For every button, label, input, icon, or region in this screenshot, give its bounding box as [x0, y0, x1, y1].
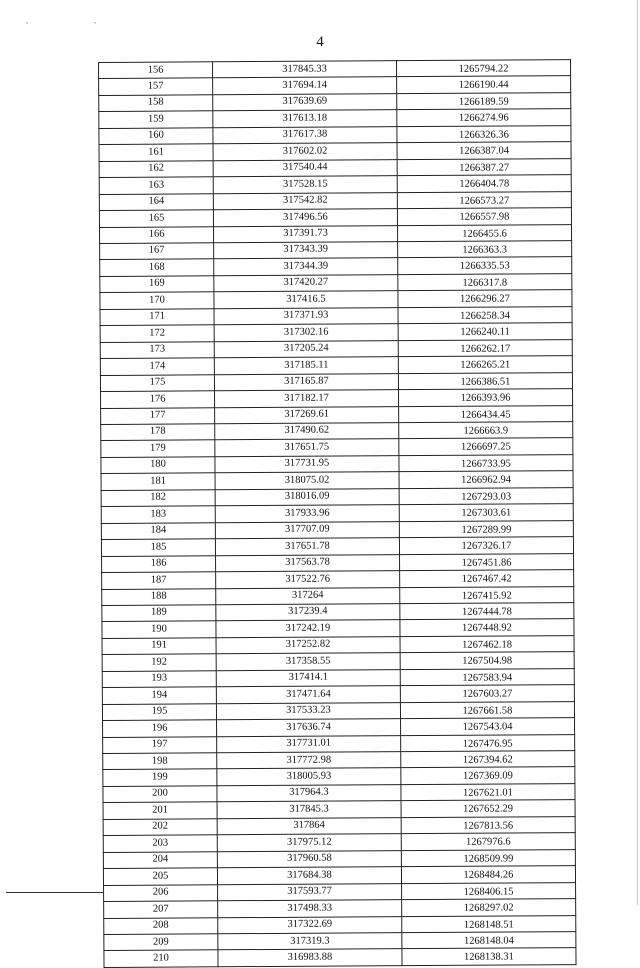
x-coordinate-cell: 317731.01: [217, 735, 401, 753]
point-number-cell: 156: [99, 62, 213, 79]
x-coordinate-cell: 317593.77: [218, 883, 402, 901]
y-coordinate-cell: 1266265.21: [398, 356, 572, 374]
x-coordinate-cell: 317772.98: [217, 752, 401, 770]
x-coordinate-cell: 317358.55: [216, 653, 400, 671]
y-coordinate-cell: 1267369.09: [401, 767, 575, 785]
x-coordinate-cell: 317845.3: [217, 801, 401, 819]
point-number-cell: 161: [99, 144, 213, 161]
x-coordinate-cell: 317731.95: [215, 456, 399, 474]
point-number-cell: 167: [100, 243, 214, 260]
x-coordinate-cell: 317490.62: [215, 423, 399, 441]
point-number-cell: 195: [102, 703, 216, 720]
x-coordinate-cell: 317684.38: [217, 867, 401, 885]
x-coordinate-cell: 317344.39: [214, 258, 398, 276]
page-number: 4: [316, 34, 324, 50]
y-coordinate-cell: 1267293.03: [399, 487, 573, 505]
point-number-cell: 186: [102, 555, 216, 572]
y-coordinate-cell: 1267467.42: [400, 570, 574, 588]
x-coordinate-cell: 317651.75: [215, 439, 399, 457]
x-coordinate-cell: 317528.15: [213, 176, 397, 194]
y-coordinate-cell: 1266962.94: [399, 471, 573, 489]
x-coordinate-cell: 317542.82: [213, 192, 397, 210]
y-coordinate-cell: 1266573.27: [397, 191, 571, 209]
point-number-cell: 201: [103, 802, 217, 819]
x-coordinate-cell: 317933.96: [215, 505, 399, 523]
x-coordinate-cell: 317242.19: [216, 620, 400, 638]
point-number-cell: 194: [102, 687, 216, 704]
y-coordinate-cell: 1267394.62: [401, 751, 575, 769]
y-coordinate-cell: 1266274.96: [397, 109, 571, 127]
x-coordinate-cell: 317533.23: [216, 702, 400, 720]
y-coordinate-cell: 1267621.01: [401, 784, 575, 802]
x-coordinate-cell: 317498.33: [218, 900, 402, 918]
y-coordinate-cell: 1267583.94: [400, 668, 574, 686]
x-coordinate-cell: 317613.18: [213, 110, 397, 128]
x-coordinate-cell: 317651.78: [215, 538, 399, 556]
y-coordinate-cell: 1268509.99: [401, 849, 575, 867]
table-row: [104, 948, 576, 967]
x-coordinate-cell: 317414.1: [216, 669, 400, 687]
y-coordinate-cell: 1267462.18: [400, 635, 574, 653]
y-coordinate-cell: 1267451.86: [400, 553, 574, 571]
y-coordinate-cell: 1266386.51: [398, 372, 572, 390]
x-coordinate-cell: 317636.74: [217, 719, 401, 737]
point-number-cell: 205: [103, 868, 217, 885]
point-number-cell: 176: [101, 391, 215, 408]
x-coordinate-cell: 317319.3: [218, 933, 402, 951]
point-number-cell: 200: [103, 786, 217, 803]
y-coordinate-cell: 1266190.44: [397, 76, 571, 94]
x-coordinate-cell: 317252.82: [216, 637, 400, 655]
x-coordinate-cell: 317975.12: [217, 834, 401, 852]
y-coordinate-cell: 1266335.53: [398, 257, 572, 275]
x-coordinate-cell: 318005.93: [217, 768, 401, 786]
point-number-cell: 192: [102, 654, 216, 671]
y-coordinate-cell: 1266296.27: [398, 290, 572, 308]
point-number-cell: 191: [102, 638, 216, 655]
point-number-cell: 189: [102, 605, 216, 622]
x-coordinate-cell: 317707.09: [215, 521, 399, 539]
x-coordinate-cell: 317343.39: [214, 242, 398, 260]
point-number-cell: 162: [99, 161, 213, 178]
x-coordinate-cell: 317371.93: [214, 307, 398, 325]
point-number-cell: 158: [99, 95, 213, 112]
point-number-cell: 209: [104, 934, 218, 951]
y-coordinate-cell: 1266557.98: [397, 208, 571, 226]
y-coordinate-cell: 1268148.51: [402, 915, 576, 933]
y-coordinate-cell: 1266387.27: [397, 158, 571, 176]
y-coordinate-cell: 1267504.98: [400, 652, 574, 670]
x-coordinate-cell: 317322.69: [218, 916, 402, 934]
y-coordinate-cell: 1267976.6: [401, 833, 575, 851]
x-coordinate-cell: 316983.88: [218, 949, 402, 967]
point-number-cell: 163: [99, 177, 213, 194]
point-number-cell: 202: [103, 819, 217, 836]
x-coordinate-cell: 318075.02: [215, 472, 399, 490]
point-number-cell: 196: [103, 720, 217, 737]
y-coordinate-cell: 1267543.04: [401, 718, 575, 736]
y-coordinate-cell: 1267415.92: [400, 586, 574, 604]
point-number-cell: 185: [101, 539, 215, 556]
point-number-cell: 160: [99, 128, 213, 145]
point-number-cell: 180: [101, 457, 215, 474]
point-number-cell: 197: [103, 736, 217, 753]
point-number-cell: 182: [101, 490, 215, 507]
page-edge: [637, 0, 638, 905]
y-coordinate-cell: 1267652.29: [401, 800, 575, 818]
x-coordinate-cell: 317269.61: [215, 406, 399, 424]
x-coordinate-cell: 317205.24: [214, 340, 398, 358]
y-coordinate-cell: 1266393.96: [399, 389, 573, 407]
x-coordinate-cell: 317540.44: [213, 159, 397, 177]
y-coordinate-cell: 1267813.56: [401, 816, 575, 834]
x-coordinate-cell: 317420.27: [214, 275, 398, 293]
x-coordinate-cell: 317960.58: [217, 850, 401, 868]
coordinates-table: [98, 59, 577, 968]
y-coordinate-cell: 1267326.17: [399, 537, 573, 555]
y-coordinate-cell: 1266455.6: [398, 224, 572, 242]
x-coordinate-cell: 317964.3: [217, 785, 401, 803]
point-number-cell: 165: [99, 210, 213, 227]
x-coordinate-cell: 317165.87: [214, 373, 398, 391]
y-coordinate-cell: 1267289.99: [399, 520, 573, 538]
y-coordinate-cell: 1267303.61: [399, 504, 573, 522]
margin-marks: , ,: [26, 16, 128, 25]
point-number-cell: 164: [99, 193, 213, 210]
y-coordinate-cell: 1267444.78: [400, 603, 574, 621]
point-number-cell: 188: [102, 588, 216, 605]
point-number-cell: 210: [104, 950, 218, 967]
y-coordinate-cell: 1267448.92: [400, 619, 574, 637]
point-number-cell: 203: [103, 835, 217, 852]
y-coordinate-cell: 1266663.9: [399, 422, 573, 440]
point-number-cell: 199: [103, 769, 217, 786]
y-coordinate-cell: 1266733.95: [399, 454, 573, 472]
y-coordinate-cell: 1266240.11: [398, 323, 572, 341]
y-coordinate-cell: 1266404.78: [397, 175, 571, 193]
x-coordinate-cell: 317617.38: [213, 126, 397, 144]
point-number-cell: 204: [103, 852, 217, 869]
x-coordinate-cell: 317496.56: [213, 209, 397, 227]
x-coordinate-cell: 317563.78: [216, 554, 400, 572]
y-coordinate-cell: 1268148.04: [402, 932, 576, 950]
point-number-cell: 172: [100, 325, 214, 342]
y-coordinate-cell: 1268484.26: [401, 866, 575, 884]
x-coordinate-cell: 317391.73: [214, 225, 398, 243]
y-coordinate-cell: 1266317.8: [398, 274, 572, 292]
y-coordinate-cell: 1266262.17: [398, 339, 572, 357]
point-number-cell: 177: [101, 407, 215, 424]
y-coordinate-cell: 1268138.31: [402, 948, 576, 966]
x-coordinate-cell: 317471.64: [216, 686, 400, 704]
x-coordinate-cell: 317694.14: [213, 77, 397, 95]
y-coordinate-cell: 1266363.3: [398, 241, 572, 259]
x-coordinate-cell: 317264: [216, 587, 400, 605]
y-coordinate-cell: 1265794.22: [396, 60, 570, 78]
point-number-cell: 193: [102, 671, 216, 688]
x-coordinate-cell: 318016.09: [215, 488, 399, 506]
point-number-cell: 190: [102, 621, 216, 638]
y-coordinate-cell: 1267603.27: [400, 685, 574, 703]
point-number-cell: 171: [100, 309, 214, 326]
point-number-cell: 198: [103, 753, 217, 770]
coordinates-table-body: [99, 60, 577, 968]
point-number-cell: 170: [100, 292, 214, 309]
y-coordinate-cell: 1266434.45: [399, 405, 573, 423]
point-number-cell: 173: [100, 341, 214, 358]
y-coordinate-cell: 1266387.04: [397, 142, 571, 160]
point-number-cell: 168: [100, 259, 214, 276]
y-coordinate-cell: 1266189.59: [397, 93, 571, 111]
footnote-rule: [6, 892, 104, 893]
x-coordinate-cell: 317864: [217, 818, 401, 836]
x-coordinate-cell: 317602.02: [213, 143, 397, 161]
y-coordinate-cell: 1267476.95: [401, 734, 575, 752]
point-number-cell: 166: [100, 226, 214, 243]
point-number-cell: 179: [101, 440, 215, 457]
x-coordinate-cell: 317845.33: [213, 61, 397, 79]
x-coordinate-cell: 317416.5: [214, 291, 398, 309]
x-coordinate-cell: 317522.76: [216, 571, 400, 589]
point-number-cell: 181: [101, 473, 215, 490]
point-number-cell: 178: [101, 424, 215, 441]
y-coordinate-cell: 1266326.36: [397, 125, 571, 143]
point-number-cell: 159: [99, 111, 213, 128]
point-number-cell: 206: [104, 884, 218, 901]
y-coordinate-cell: 1267661.58: [400, 701, 574, 719]
y-coordinate-cell: 1268297.02: [402, 899, 576, 917]
x-coordinate-cell: 317639.69: [213, 94, 397, 112]
y-coordinate-cell: 1268406.15: [402, 882, 576, 900]
x-coordinate-cell: 317239.4: [216, 604, 400, 622]
y-coordinate-cell: 1266258.34: [398, 306, 572, 324]
point-number-cell: 208: [104, 917, 218, 934]
y-coordinate-cell: 1266697.25: [399, 438, 573, 456]
x-coordinate-cell: 317302.16: [214, 324, 398, 342]
point-number-cell: 175: [100, 374, 214, 391]
point-number-cell: 157: [99, 78, 213, 95]
point-number-cell: 184: [101, 522, 215, 539]
point-number-cell: 183: [101, 506, 215, 523]
x-coordinate-cell: 317185.11: [214, 357, 398, 375]
point-number-cell: 207: [104, 901, 218, 918]
point-number-cell: 169: [100, 276, 214, 293]
point-number-cell: 187: [102, 572, 216, 589]
point-number-cell: 174: [100, 358, 214, 375]
x-coordinate-cell: 317182.17: [215, 390, 399, 408]
